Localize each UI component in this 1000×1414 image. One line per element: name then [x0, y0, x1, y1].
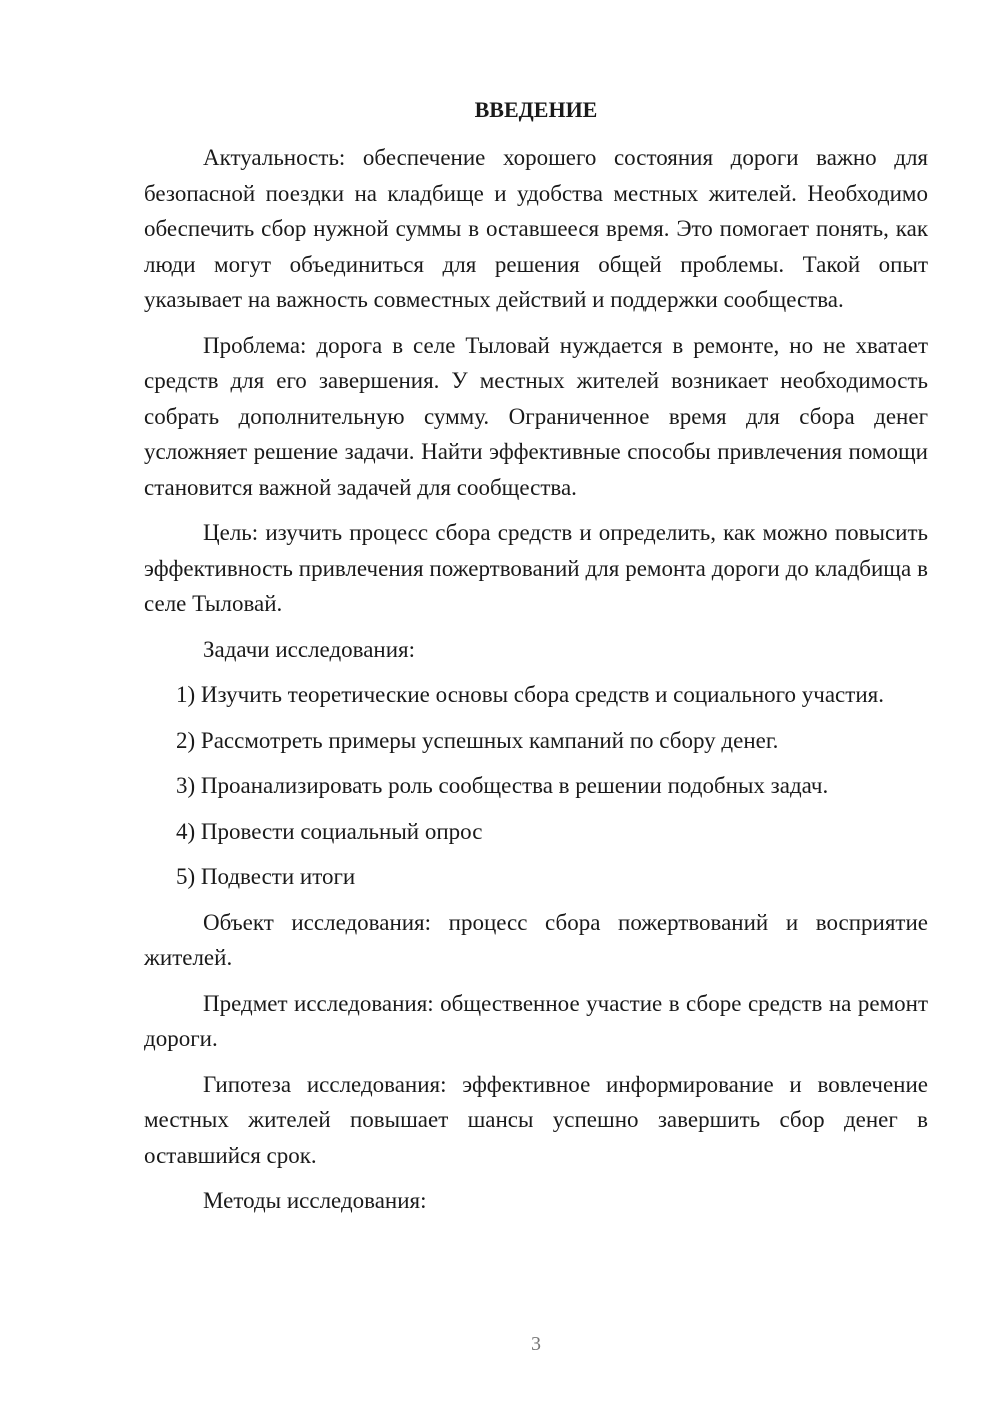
paragraph-goal: Цель: изучить процесс сбора средств и определить, как можно повысить эффективность привлечения пожертвований для ремонта дороги до кладбища в селе Тыловай. — [144, 520, 928, 616]
methods-heading: Методы исследования: — [203, 1188, 427, 1213]
page-number: 3 — [531, 1333, 541, 1355]
section-title: ВВЕДЕНИЕ — [474, 97, 598, 122]
document-page — [144, 92, 928, 1229]
task-item-1: 1) Изучить теоретические основы сбора средств и социального участия. — [176, 682, 884, 707]
paragraph-problem: Проблема: дорога в селе Тыловай нуждается в ремонте, но не хватает средств для его завершения. У местных жителей возникает необходимость собрать дополнительную сумму. Ограниченное время для сбора денег усложняет решение задачи. Найти эффективные способы привлечения помощи становится важной задачей для сообщества. — [144, 332, 928, 500]
paragraph-hypothesis: Гипотеза исследования: эффективное информирование и вовлечение местных жителей повышает шансы успешно завершить сбор денег в оставшийся срок. — [144, 1071, 928, 1168]
paragraph-object: Объект исследования: процесс сбора пожертвований и восприятие жителей. — [144, 909, 928, 970]
paragraph-relevance: Актуальность: обеспечение хорошего состояния дороги важно для безопасной поездки на кладбище и удобства местных жителей. Необходимо обеспечить сбор нужной суммы в оставшееся время. Это помогает понять, как люди могут объединиться для решения общей проблемы. Такой опыт указывает на важность совместных действий и поддержки сообщества. — [144, 145, 928, 312]
tasks-heading: Задачи исследования: — [203, 636, 416, 662]
task-item-4: 4) Провести социальный опрос — [176, 818, 483, 844]
task-item-3: 3) Проанализировать роль сообщества в решении подобных задач. — [176, 773, 829, 798]
task-item-2: 2) Рассмотреть примеры успешных кампаний по сбору денег. — [176, 727, 779, 753]
paragraph-subject: Предмет исследования: общественное участие в сборе средств на ремонт дороги. — [144, 990, 928, 1051]
task-item-5: 5) Подвести итоги — [176, 864, 356, 889]
